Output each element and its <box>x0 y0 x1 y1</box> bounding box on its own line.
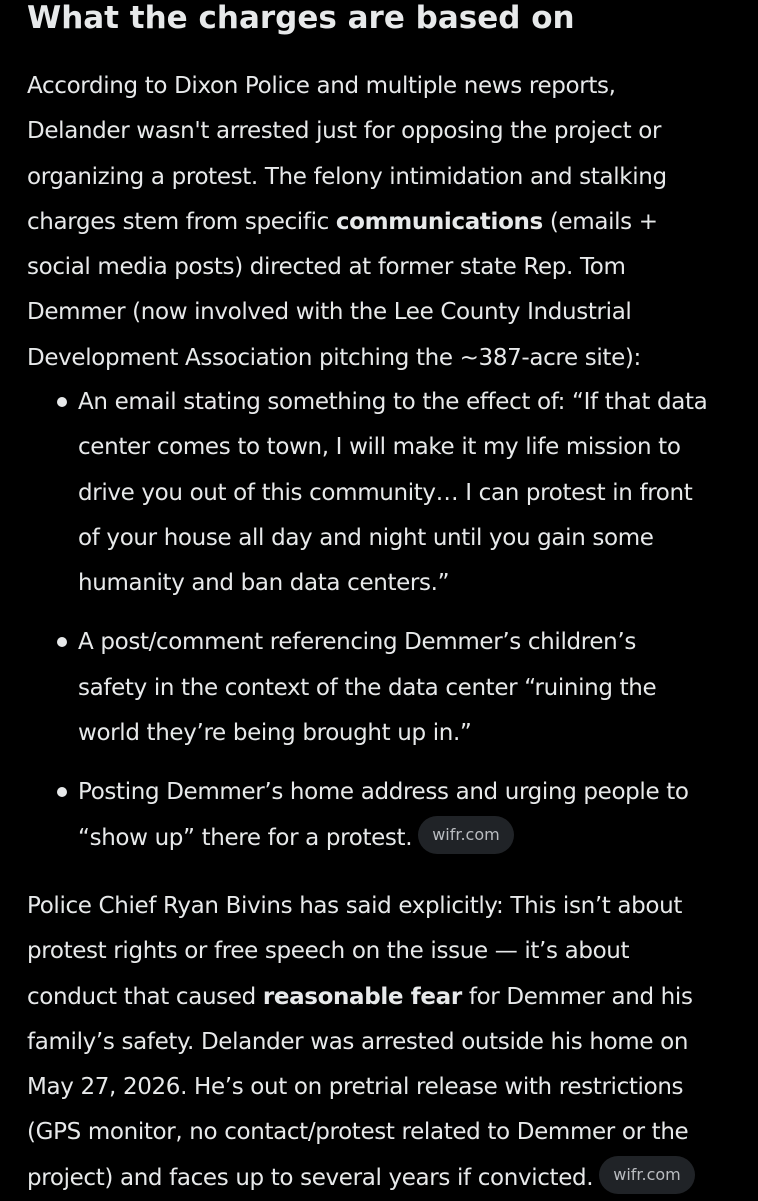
text-line: Police Chief Ryan Bivins has said explicitly: This isn’t about <box>27 893 683 919</box>
list-item <box>27 770 747 861</box>
text-line: Demmer (now involved with the Lee County Industrial <box>27 299 632 326</box>
text-line: According to Dixon Police and multiple news reports, <box>27 73 616 99</box>
bullet-dot-icon <box>57 637 67 647</box>
text-line: family’s safety. Delander was arrested outside his home on <box>27 1028 689 1055</box>
text-run: charges stem from specific <box>27 208 336 235</box>
text-line: of your house all day and night until you gain some <box>78 524 654 551</box>
bold-text-communications: communications <box>335 208 543 235</box>
text-line: organizing a protest. The felony intimidation and stalking <box>27 163 667 190</box>
text-run: “show up” there for a protest. <box>78 824 413 851</box>
text-line: A post/comment referencing Demmer’s children’s <box>78 629 636 656</box>
bold-text-reasonable-fear: reasonable fear <box>262 983 462 1010</box>
text-run: conduct that caused <box>27 983 263 1010</box>
bullet-dot-icon <box>57 397 67 407</box>
text-run: for Demmer and his <box>461 983 693 1010</box>
text-line: drive you out of this community… I can protest in front <box>78 479 693 506</box>
text-line: May 27, 2026. He’s out on pretrial release with restrictions <box>27 1074 684 1101</box>
text-line <box>27 975 747 1020</box>
source-chip-link[interactable]: wifr.com <box>418 816 514 854</box>
text-line: protest rights or free speech on the issue — it’s about <box>27 938 630 965</box>
bullet-dot-icon <box>57 787 67 797</box>
text-line: (GPS monitor, no contact/protest related to Demmer or the <box>27 1119 689 1146</box>
list-item <box>27 380 747 606</box>
section-heading: What the charges are based on <box>27 0 575 36</box>
text-line: Delander wasn't arrested just for opposing the project or <box>27 118 662 145</box>
text-line <box>27 1156 747 1201</box>
bullet-list <box>27 380 747 861</box>
text-line: social media posts) directed at former state Rep. Tom <box>27 254 626 281</box>
text-line <box>78 816 747 861</box>
text-line: Posting Demmer’s home address and urging people to <box>78 779 689 806</box>
source-chip-link[interactable]: wifr.com <box>599 1156 695 1194</box>
text-line: humanity and ban data centers.” <box>78 570 450 597</box>
text-run: (emails + <box>542 208 658 235</box>
text-line: Development Association pitching the ~387-acre site): <box>27 344 641 371</box>
paragraph-police-chief <box>27 884 747 1201</box>
text-line: center comes to town, I will make it my life mission to <box>78 434 681 461</box>
paragraph-charges-basis <box>27 64 747 381</box>
text-line <box>27 200 747 245</box>
text-line: An email stating something to the effect of: “If that data <box>78 389 708 415</box>
list-item <box>27 620 747 756</box>
text-run: project) and faces up to several years if convicted. <box>27 1164 594 1191</box>
text-line: safety in the context of the data center “ruining the <box>78 674 657 701</box>
text-line: world they’re being brought up in.” <box>78 720 472 747</box>
